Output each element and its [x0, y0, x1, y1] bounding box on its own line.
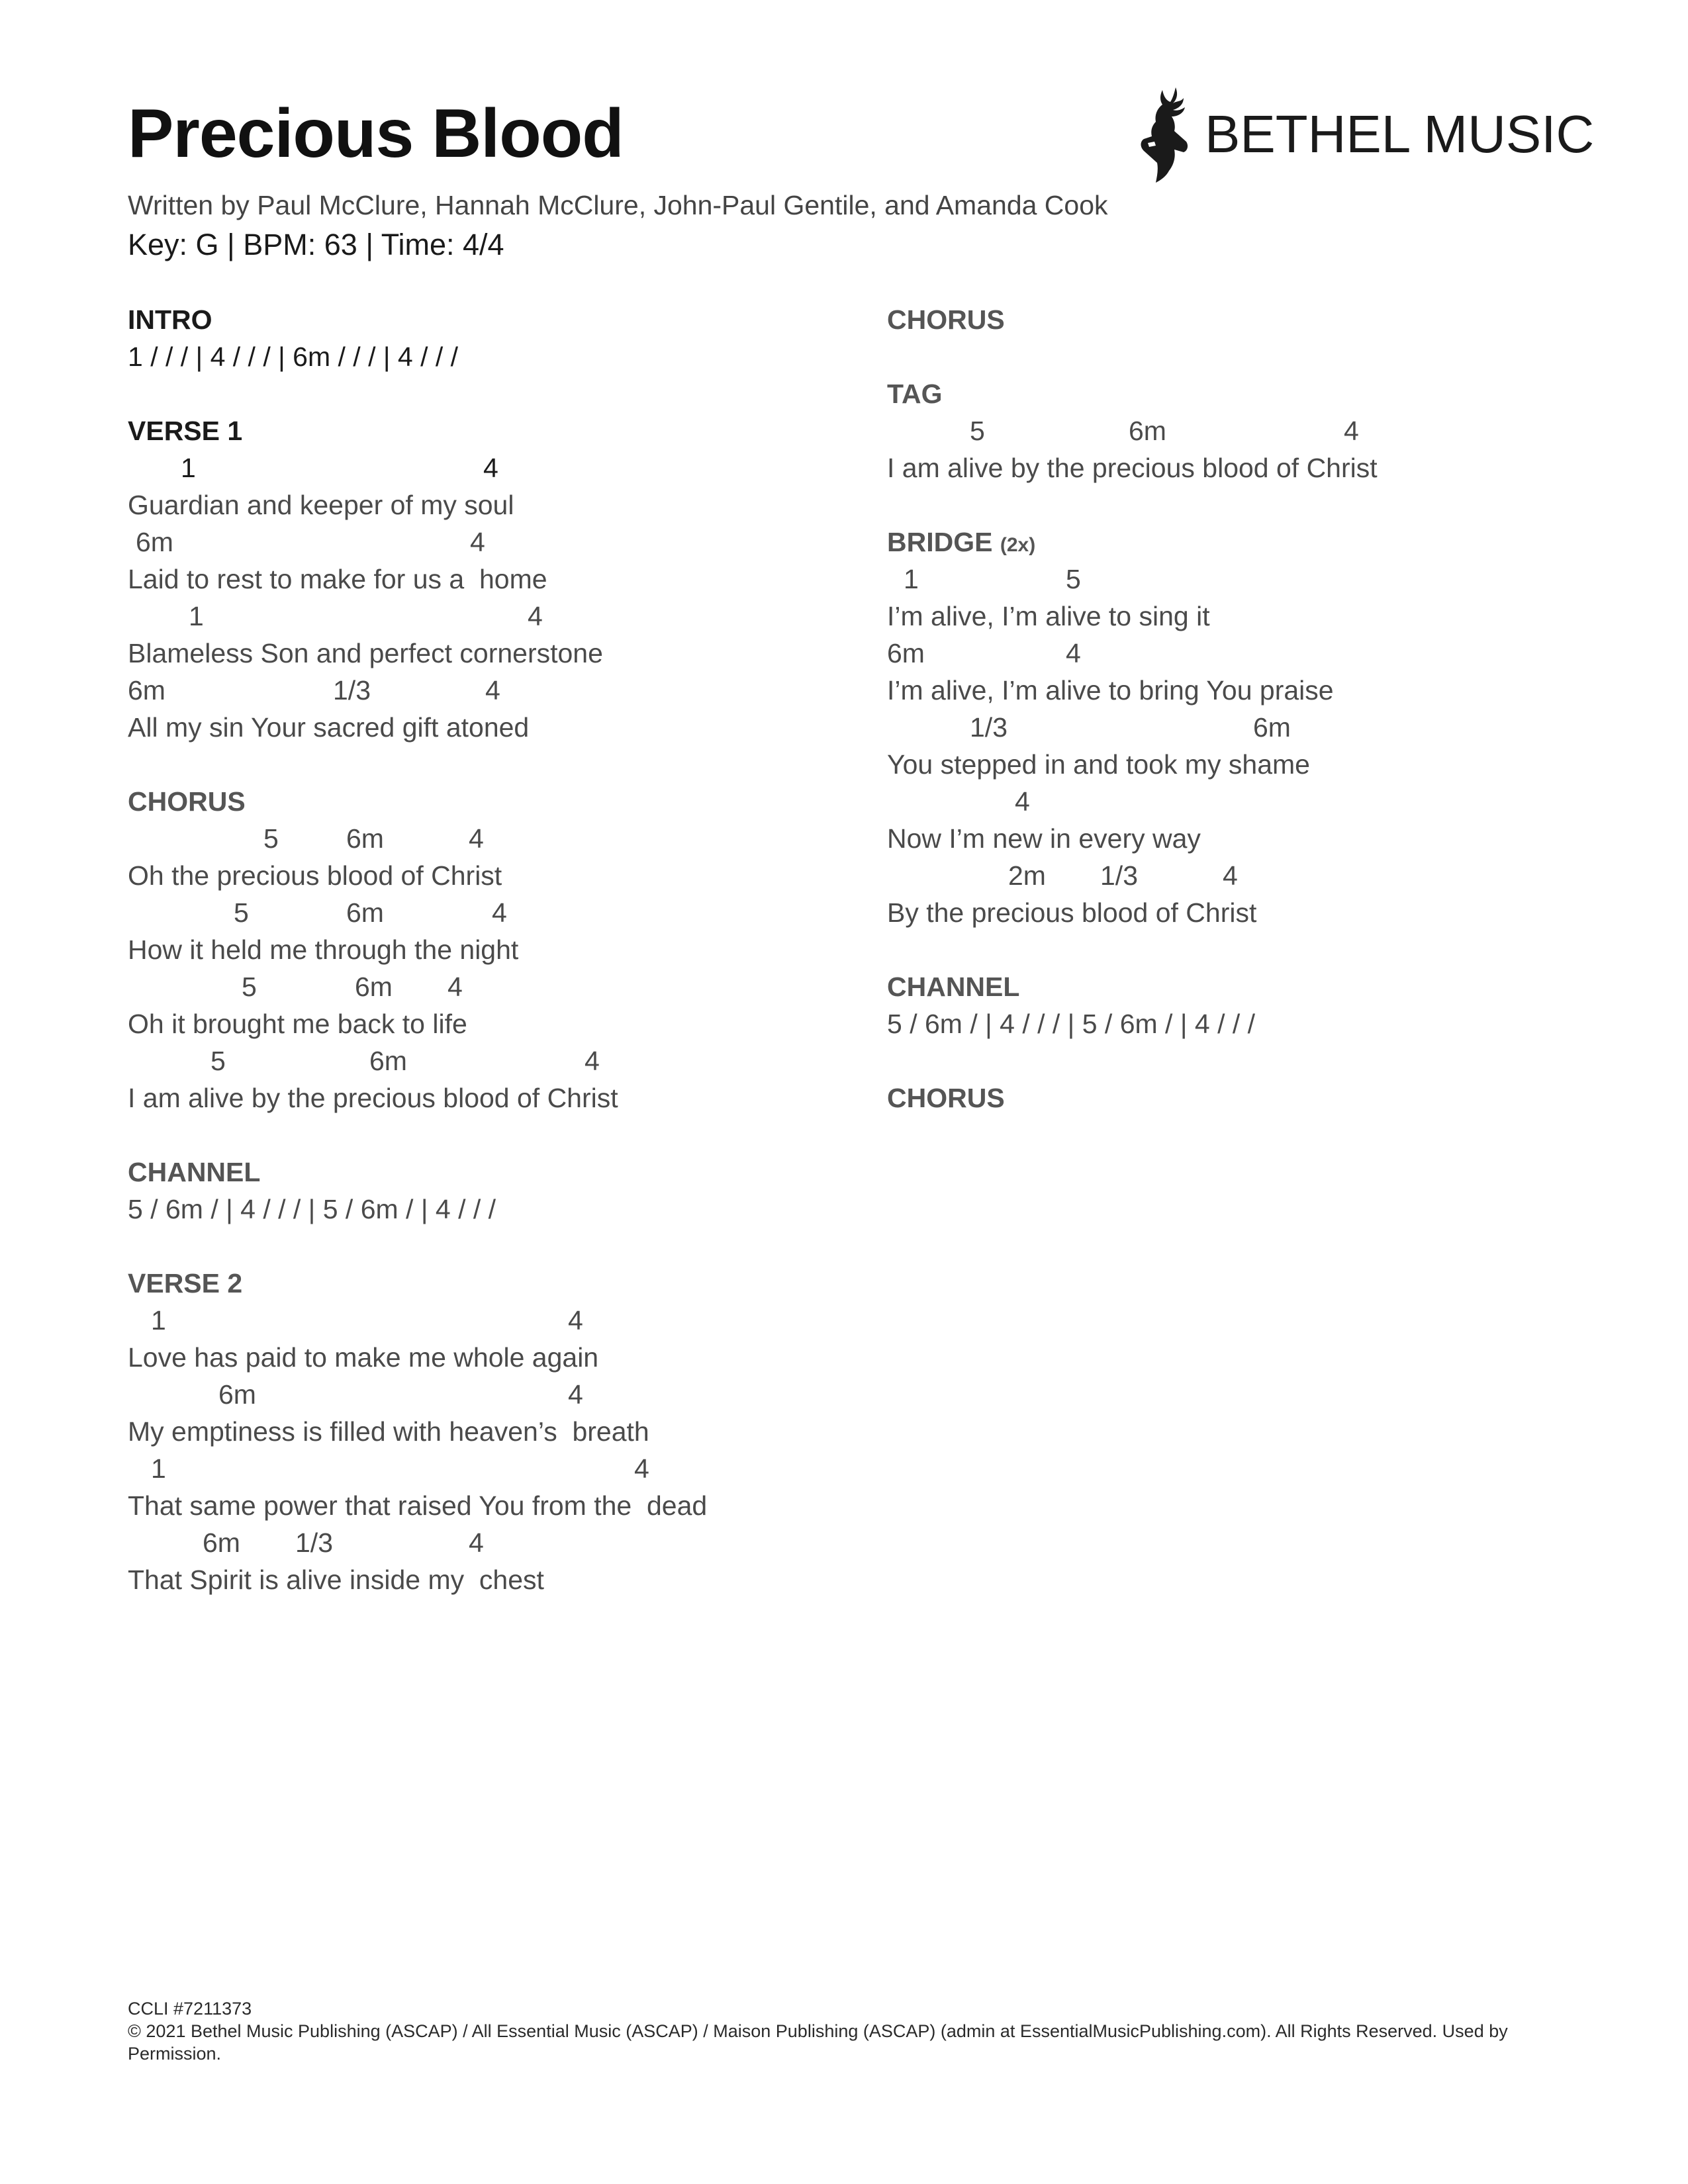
chord: 6m: [369, 1046, 407, 1076]
lyric-line: Oh the precious blood of Christ: [128, 860, 502, 891]
chorus-section: [128, 783, 856, 1116]
lyric-line: I’m alive, I’m alive to bring You praise: [887, 675, 1334, 705]
repeat-count: (2x): [1000, 534, 1036, 556]
chord-line: [887, 412, 1615, 449]
chord: 1/3: [295, 1527, 333, 1558]
lyric-line: You stepped in and took my shame: [887, 749, 1310, 780]
chord-line: [887, 561, 1615, 598]
section-heading: CHORUS: [887, 304, 1005, 335]
chord: 4: [585, 1046, 600, 1076]
chord-line: [887, 635, 1615, 672]
chord: 1: [151, 1453, 166, 1484]
chord: 4: [568, 1305, 583, 1336]
chord: 6m: [203, 1527, 240, 1558]
chord-line: [128, 1042, 856, 1079]
lyric-line: Oh it brought me back to life: [128, 1009, 467, 1039]
chord: 2m: [1008, 860, 1046, 891]
song-title: Precious Blood: [128, 95, 624, 172]
chord: 4: [469, 823, 484, 854]
progression: 5 / 6m / | 4 / / / | 5 / 6m / | 4 / / /: [128, 1194, 496, 1224]
lyric-line: I’m alive, I’m alive to sing it: [887, 601, 1210, 631]
chord: 6m: [887, 638, 925, 668]
chord-line: [887, 783, 1615, 820]
chord: 4: [1015, 786, 1030, 817]
footer: [128, 1997, 1591, 2065]
chord-line: [128, 1524, 856, 1561]
ccli-number: CCLI #7211373: [128, 1999, 252, 2019]
section-heading: CHANNEL: [128, 1157, 261, 1187]
tag-section: [887, 375, 1615, 486]
section-heading: [887, 523, 1615, 561]
section-heading: CHORUS: [128, 786, 246, 817]
lyric-line: Blameless Son and perfect cornerstone: [128, 638, 603, 668]
lyric-line: I am alive by the precious blood of Christ: [887, 453, 1378, 483]
chord: 5: [234, 897, 249, 928]
stag-head-icon: [1137, 85, 1198, 184]
chord: 5: [263, 823, 279, 854]
intro-section: [128, 301, 856, 375]
lyric-line: Laid to rest to make for us a home: [128, 564, 547, 594]
chord: 4: [528, 601, 543, 631]
lyric-line: My emptiness is filled with heaven’s breath: [128, 1416, 649, 1447]
chord: 6m: [1253, 712, 1291, 743]
chord: 6m: [128, 675, 165, 705]
progression: 1 / / / | 4 / / / | 6m / / / | 4 / / /: [128, 341, 459, 372]
chord: 6m: [346, 897, 384, 928]
chord: 5: [242, 972, 257, 1002]
lyric-line: By the precious blood of Christ: [887, 897, 1257, 928]
chord: 6m: [346, 823, 384, 854]
bridge-section: [887, 523, 1615, 931]
chord: 5: [970, 416, 985, 446]
chorus-section: [887, 1079, 1615, 1116]
section-heading: VERSE 2: [128, 1268, 243, 1298]
chord: 4: [634, 1453, 649, 1484]
chord: 4: [1344, 416, 1359, 446]
lyric-line: How it held me through the night: [128, 934, 519, 965]
chord: 4: [470, 527, 485, 557]
lyric-line: That Spirit is alive inside my chest: [128, 1565, 544, 1595]
chord: 6m: [136, 527, 173, 557]
chord: 4: [483, 453, 498, 483]
verse-1-section: [128, 412, 856, 746]
chord-line: [128, 598, 856, 635]
right-column: [887, 301, 1615, 1154]
chord: 6m: [1129, 416, 1166, 446]
chord: 6m: [218, 1379, 256, 1410]
chord-line: [128, 1450, 856, 1487]
section-heading: VERSE 1: [128, 416, 243, 446]
chord: 4: [568, 1379, 583, 1410]
chord: 6m: [355, 972, 393, 1002]
chord-line: [128, 1302, 856, 1339]
songwriters: Written by Paul McClure, Hannah McClure, John-Paul Gentile, and Amanda Cook: [128, 190, 1108, 220]
chord: 1/3: [333, 675, 371, 705]
chord-line: [887, 857, 1615, 894]
chord: 1/3: [970, 712, 1008, 743]
chord: 4: [469, 1527, 484, 1558]
chord: 5: [211, 1046, 226, 1076]
chord-line: [128, 820, 856, 857]
chord-line: [128, 449, 856, 486]
channel-section: [887, 968, 1615, 1042]
channel-section: [128, 1154, 856, 1228]
chord: 4: [447, 972, 463, 1002]
progression: 5 / 6m / | 4 / / / | 5 / 6m / | 4 / / /: [887, 1009, 1256, 1039]
chord: 4: [1223, 860, 1238, 891]
chord-line: [887, 709, 1615, 746]
chord: 4: [1066, 638, 1081, 668]
chord-line: [128, 672, 856, 709]
bethel-music-logo: [1137, 85, 1595, 184]
lyric-line: Love has paid to make me whole again: [128, 1342, 599, 1373]
chord: 4: [492, 897, 507, 928]
lyric-line: Guardian and keeper of my soul: [128, 490, 514, 520]
chord: 1: [181, 453, 196, 483]
lyric-line: That same power that raised You from the dead: [128, 1490, 708, 1521]
copyright-notice: © 2021 Bethel Music Publishing (ASCAP) / All Essential Music (ASCAP) / Maison Publishing (ASCAP) (admin at EssentialMusicPublishing.com). All Rights Reserved. Used by Permission.: [128, 2021, 1508, 2064]
lyric-line: All my sin Your sacred gift atoned: [128, 712, 530, 743]
chord: 1/3: [1100, 860, 1138, 891]
chord-line: [128, 523, 856, 561]
chord: 1: [904, 564, 919, 594]
chord: 5: [1066, 564, 1081, 594]
section-heading: CHORUS: [887, 1083, 1005, 1113]
lyric-line: I am alive by the precious blood of Christ: [128, 1083, 618, 1113]
section-heading: TAG: [887, 379, 943, 409]
chord-line: [128, 1376, 856, 1413]
left-column: [128, 301, 856, 1635]
section-heading: INTRO: [128, 304, 212, 335]
bridge-heading-label: BRIDGE: [887, 527, 993, 557]
chord-line: [128, 968, 856, 1005]
chord: 4: [485, 675, 500, 705]
song-meta: Key: G | BPM: 63 | Time: 4/4: [128, 228, 504, 261]
chord-line: [128, 894, 856, 931]
chorus-section: [887, 301, 1615, 338]
chord: 1: [189, 601, 204, 631]
chord: 1: [151, 1305, 166, 1336]
brand-name: BETHEL MUSIC: [1205, 105, 1595, 163]
section-heading: CHANNEL: [887, 972, 1020, 1002]
verse-2-section: [128, 1265, 856, 1598]
lyric-line: Now I’m new in every way: [887, 823, 1201, 854]
